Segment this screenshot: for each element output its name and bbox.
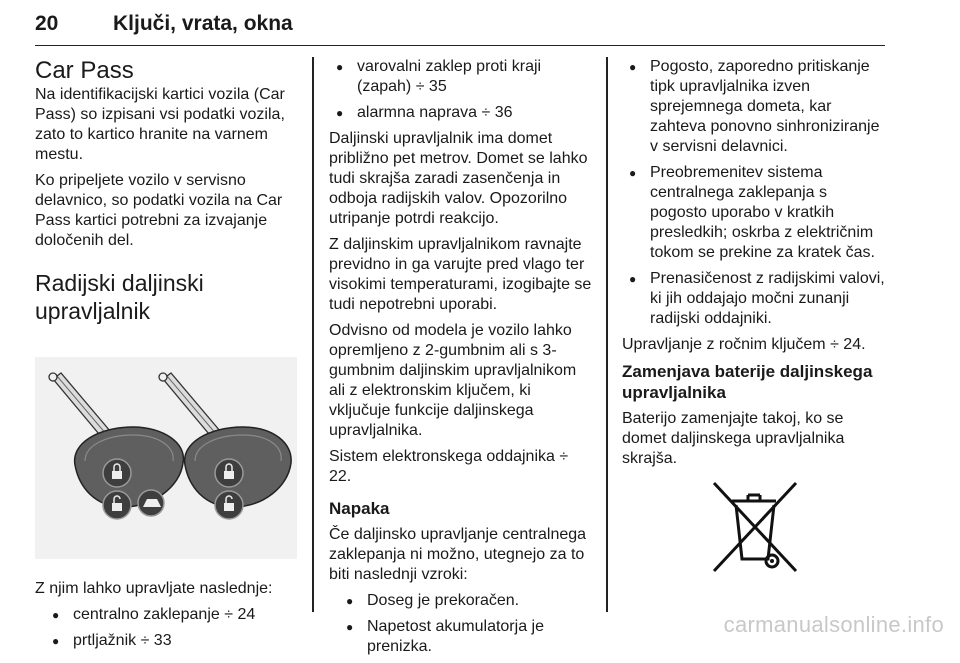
remote-functions-list-continued xyxy=(329,57,594,123)
list-item: ● Doseg je prekoračen. xyxy=(329,591,594,611)
fault-causes-list-continued xyxy=(622,57,887,329)
list-item: ● varovalni zaklep proti kraji (zapah) ÷ 35 xyxy=(329,57,594,97)
manual-key-reference: Upravljanje z ročnim ključem ÷ 24. xyxy=(622,336,866,353)
column-1 xyxy=(35,57,297,657)
section-title-fault: Napaka xyxy=(329,499,390,518)
care-paragraph: Z daljinskim upravljalnikom ravnajte previdno in ga varujte pred vlago ter visokimi temperaturami, izogibajte se tudi nepotrebni uporabi. xyxy=(329,236,592,313)
remote-functions-list xyxy=(35,605,297,651)
list-item: ● Napetost akumulatorja je prenizka. xyxy=(329,617,594,657)
column-divider-1 xyxy=(312,57,314,612)
fault-causes-list xyxy=(329,591,594,657)
crossed-out-bin-icon xyxy=(710,479,800,579)
car-pass-paragraph-2: Ko pripeljete vozilo v servisno delavnico, so podatki vozila na Car Pass kartici potrebni za izvajanje določenih del. xyxy=(35,172,283,249)
column-divider-2 xyxy=(606,57,608,612)
section-title-remote-control: Radijski daljinski upravljalnik xyxy=(35,270,204,324)
list-item: ● Preobremenitev sistema centralnega zaklepanja s pogosto uporabo v kratkih presledkih; oskrba z električnim tokom se prekine za kratek čas. xyxy=(622,163,887,263)
car-pass-paragraph-1: Na identifikacijski kartici vozila (Car Pass) so izpisani vsi podatki vozila, zato to kartico hranite na varnem mestu. xyxy=(35,86,285,163)
remote-keys-illustration xyxy=(35,357,297,559)
section-title-car-pass: Car Pass xyxy=(35,57,134,84)
page-number: 20 xyxy=(35,12,59,35)
watermark: carmanualsonline.info xyxy=(723,612,944,637)
list-item: ● Pogosto, zaporedno pritiskanje tipk upravljalnika izven sprejemnega dometa, kar zahteva ponovno sinhroniziranje v servisni delavnici. xyxy=(622,57,887,157)
chapter-title: Ključi, vrata, okna xyxy=(113,12,293,35)
fault-intro-paragraph: Če daljinsko upravljanje centralnega zaklepanja ni možno, utegnejo za to biti naslednji vzroki: xyxy=(329,526,587,583)
column-3 xyxy=(622,57,887,579)
list-item: ● Prenasičenost z radijskimi valovi, ki jih oddajajo močni zunanji radijski oddajniki. xyxy=(622,269,887,329)
remote-functions-intro: Z njim lahko upravljate naslednje: xyxy=(35,580,273,597)
list-item: ● prtljažnik ÷ 33 xyxy=(35,631,297,651)
list-item: ● alarmna naprava ÷ 36 xyxy=(329,103,594,123)
model-variants-paragraph: Odvisno od modela je vozilo lahko opremljeno z 2-gumbnim ali s 3-gumbnim daljinskim upravljalnikom ali z elektronskim ključem, ki vključuje funkcije daljinskega upravljalnika. xyxy=(329,322,577,439)
battery-replacement-paragraph: Baterijo zamenjajte takoj, ko se domet daljinskega upravljalnika skrajša. xyxy=(622,410,845,467)
page-header xyxy=(35,8,885,46)
section-title-battery-replacement: Zamenjava baterije daljinskega upravljalnika xyxy=(622,362,873,402)
range-paragraph: Daljinski upravljalnik ima domet približno pet metrov. Domet se lahko tudi skrajša zaradi zasenčenja in odboja radijskih valov. Opozorilno utripanje potrdi reakcijo. xyxy=(329,130,588,227)
list-item: ● centralno zaklepanje ÷ 24 xyxy=(35,605,297,625)
column-2 xyxy=(329,57,594,663)
transmitter-reference: Sistem elektronskega oddajnika ÷ 22. xyxy=(329,448,569,485)
